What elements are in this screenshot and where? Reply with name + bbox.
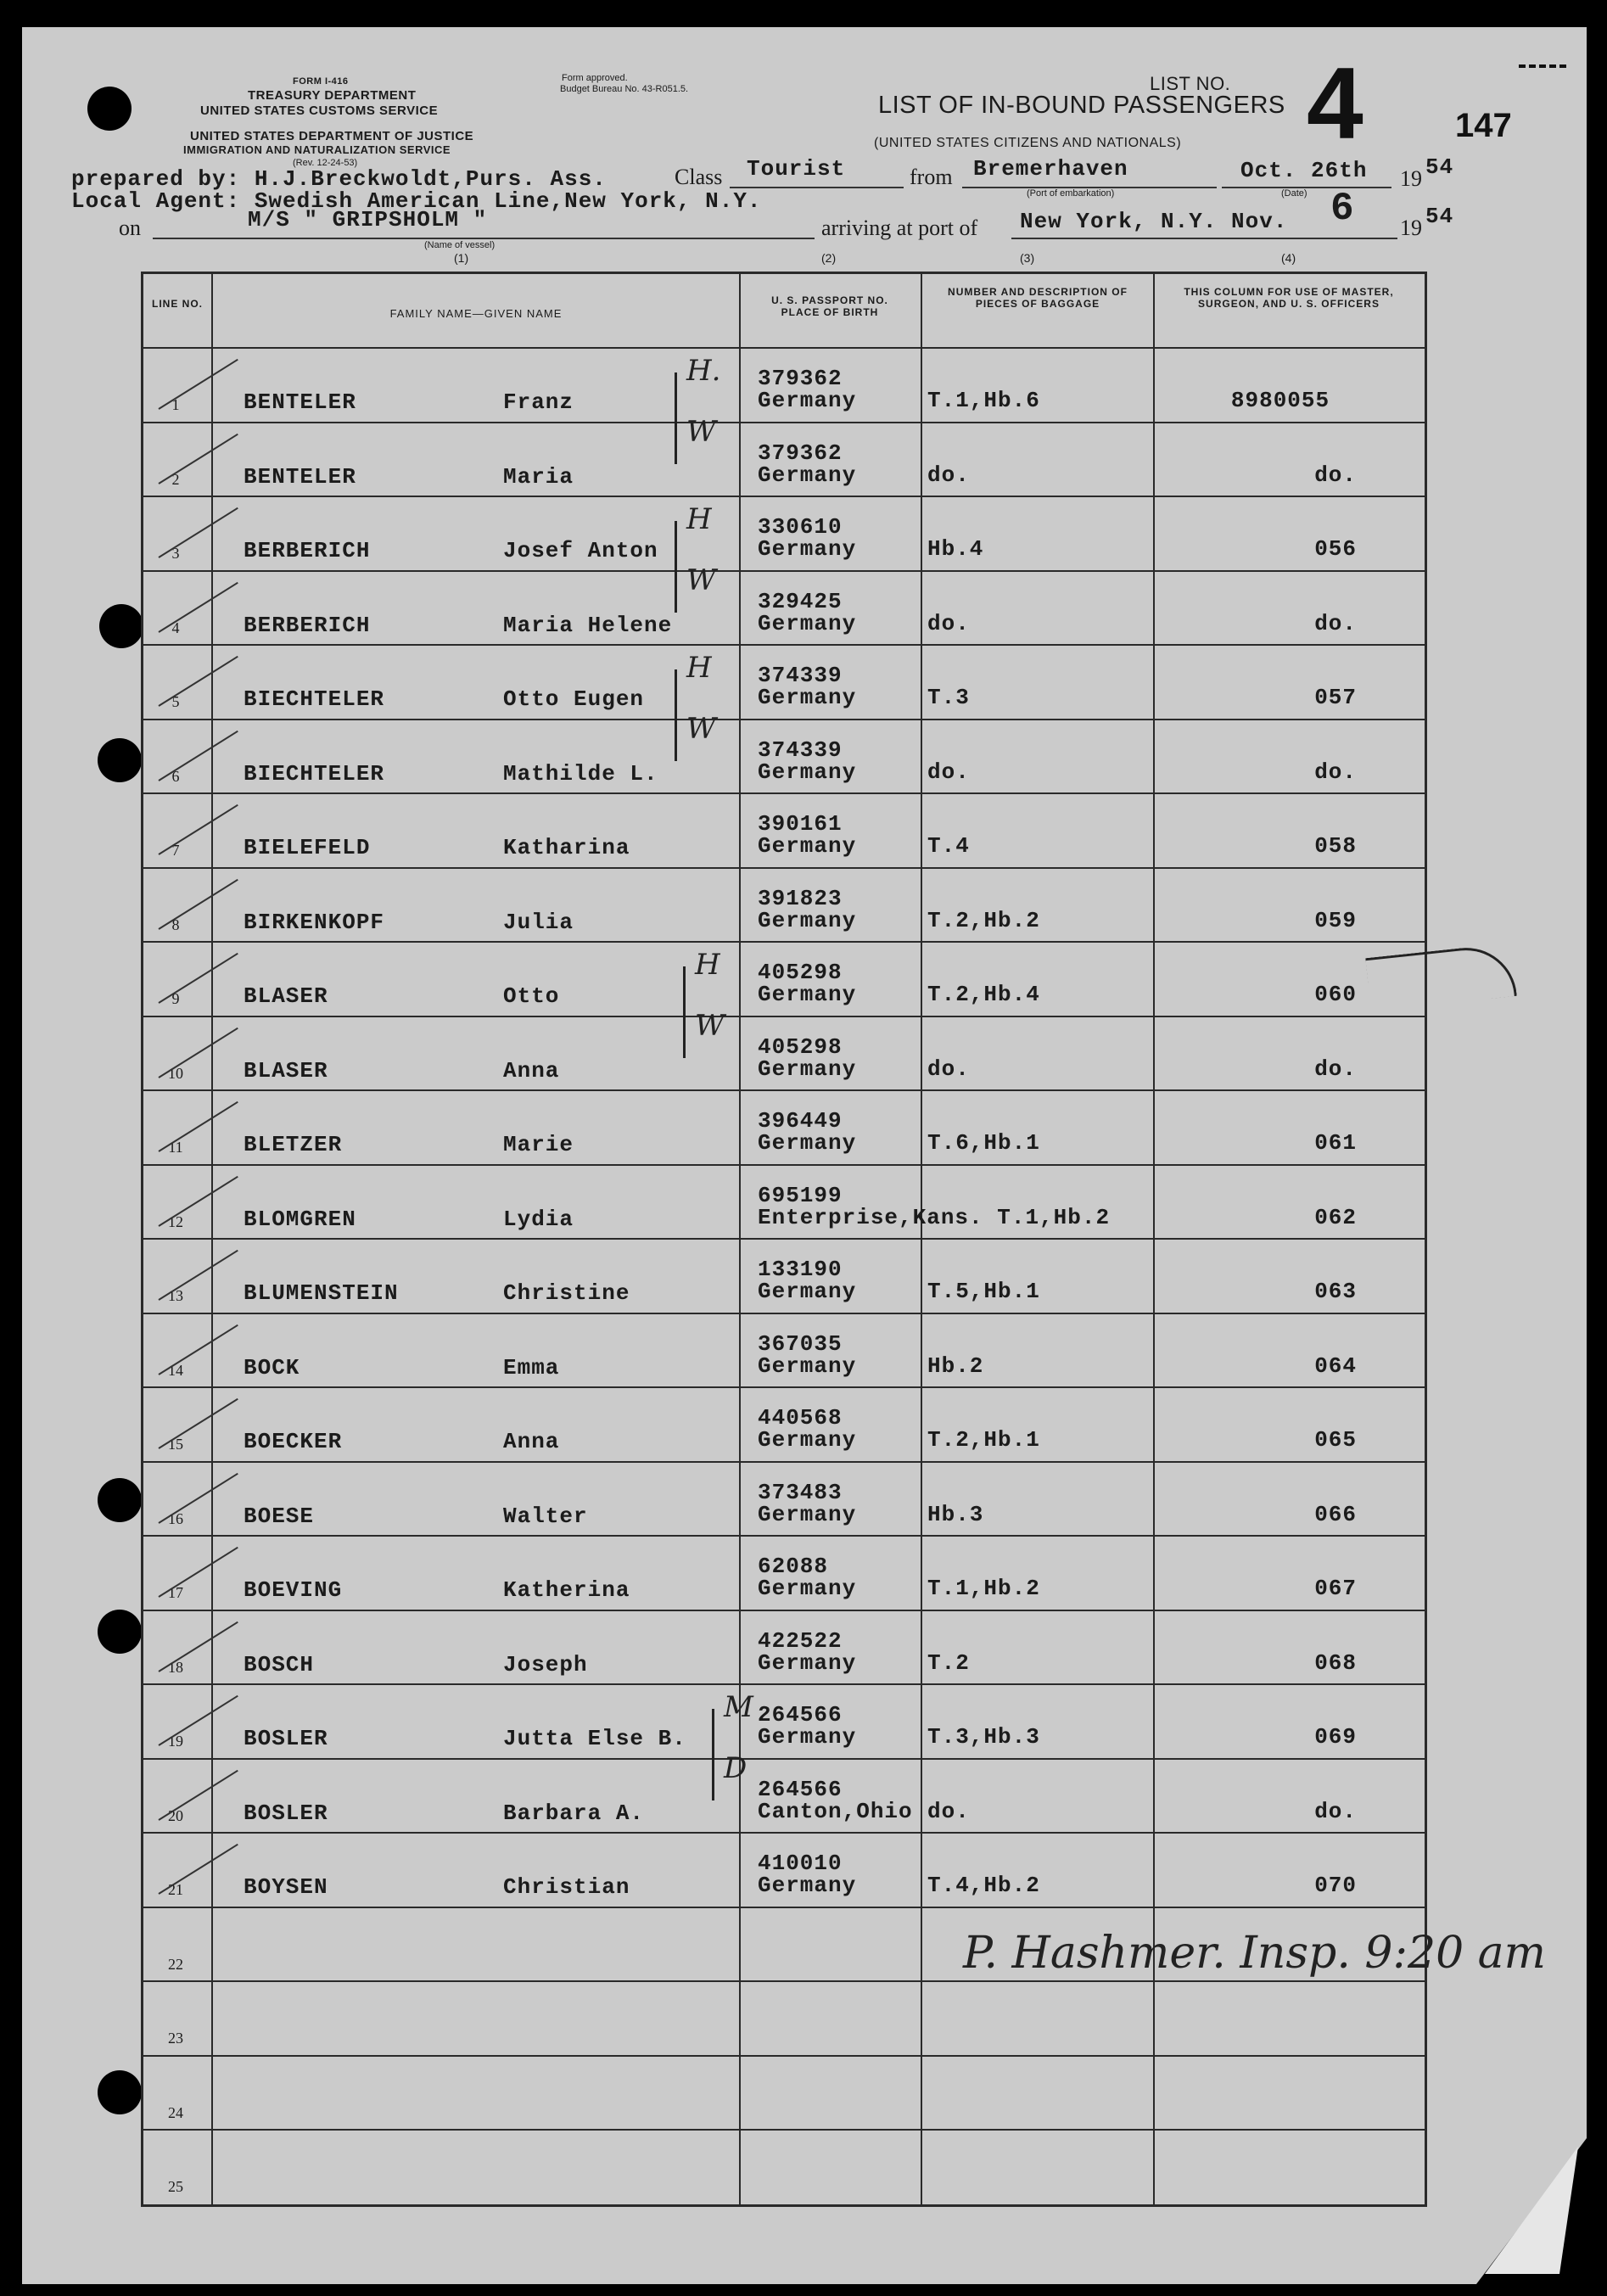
departure-date: Oct. 26th: [1240, 158, 1368, 183]
row-divider: [143, 719, 1425, 720]
bracket-mark: [675, 562, 677, 613]
relationship-mark: W: [686, 414, 716, 449]
line-number: 24: [168, 2103, 183, 2121]
baggage: do.: [927, 759, 970, 785]
given-name: Mathilde L.: [503, 760, 658, 787]
baggage: T.6,Hb.1: [927, 1130, 1040, 1156]
family-name: BLUMENSTEIN: [244, 1280, 399, 1306]
place-of-birth: Canton,Ohio: [758, 1798, 913, 1824]
inspector-note: P. Hashmer. Insp. 9:20 am: [963, 1928, 1546, 1979]
officer-entry: 067: [1314, 1576, 1357, 1601]
baggage: do.: [927, 462, 970, 488]
arriving-label: arriving at port of: [821, 216, 978, 240]
local-agent: Local Agent: Swedish American Line,New York, N.Y.: [71, 188, 762, 214]
row-divider: [143, 1683, 1425, 1685]
relationship-mark: H: [695, 948, 720, 982]
officer-entry: 063: [1314, 1279, 1357, 1304]
passport-number: 405298: [758, 960, 843, 985]
officer-entry: 060: [1314, 982, 1357, 1007]
row-divider: [143, 1238, 1425, 1240]
place-of-birth: Germany: [758, 536, 857, 562]
passport-number: 390161: [758, 811, 843, 837]
row-divider: [143, 1535, 1425, 1537]
year-1: 54: [1425, 154, 1454, 180]
passport-number: 264566: [758, 1702, 843, 1728]
baggage: T.3: [927, 685, 970, 710]
line-number: 10: [168, 1064, 183, 1082]
family-name: BOSLER: [244, 1800, 328, 1826]
place-of-birth: Germany: [758, 610, 857, 636]
given-name: Franz: [503, 389, 574, 415]
relationship-mark: D: [724, 1750, 748, 1785]
baggage: T.5,Hb.1: [927, 1279, 1040, 1304]
place-of-birth: Germany: [758, 833, 857, 859]
row-divider: [143, 1980, 1425, 1982]
relationship-mark: W: [695, 1008, 725, 1043]
place-of-birth: Germany: [758, 1649, 857, 1676]
line-number: 21: [168, 1881, 183, 1898]
year-prefix-2: 19: [1400, 216, 1422, 240]
col-num-3: (3): [1020, 251, 1035, 265]
relationship-mark: H: [686, 651, 712, 685]
from-label: from: [910, 165, 953, 189]
baggage: T.2,Hb.2: [927, 907, 1040, 933]
passport-number: 440568: [758, 1405, 843, 1431]
row-divider: [143, 644, 1425, 646]
officer-entry: 061: [1314, 1130, 1357, 1156]
given-name: Maria Helene: [503, 612, 673, 638]
row-divider: [143, 1907, 1425, 1908]
date-caption: (Date): [1281, 188, 1307, 199]
line-number: 22: [168, 1955, 183, 1973]
document-subtitle: (UNITED STATES CITIZENS AND NATIONALS): [874, 136, 1182, 150]
row-divider: [143, 2129, 1425, 2131]
line-number: 20: [168, 1806, 183, 1824]
place-of-birth: Germany: [758, 685, 857, 710]
family-name: BIRKENKOPF: [244, 909, 385, 935]
family-name: BERBERICH: [244, 612, 371, 638]
given-name: Josef Anton: [503, 538, 658, 563]
family-name: BOYSEN: [244, 1874, 328, 1900]
place-of-birth: Germany: [758, 759, 857, 785]
passport-number: 391823: [758, 885, 843, 911]
arrival-day: 6: [1330, 187, 1354, 231]
corner-mark: [1519, 64, 1566, 68]
passenger-table: [141, 272, 1427, 2207]
baggage: T.1,Hb.6: [927, 388, 1040, 413]
place-of-birth: Germany: [758, 1427, 857, 1453]
officer-entry: 058: [1314, 833, 1357, 859]
row-divider: [143, 1461, 1425, 1463]
row-divider: [143, 570, 1425, 572]
baggage: T.2: [927, 1649, 970, 1676]
vessel-caption: (Name of vessel): [424, 240, 496, 250]
given-name: Lydia: [503, 1206, 574, 1232]
place-of-birth: Germany: [758, 907, 857, 933]
line-number: 13: [168, 1287, 183, 1304]
customs-service: UNITED STATES CUSTOMS SERVICE: [200, 104, 439, 118]
budget-bureau: Budget Bureau No. 43-R051.5.: [560, 84, 689, 94]
family-name: BLASER: [244, 983, 328, 1009]
baggage: Hb.4: [927, 536, 984, 562]
class-label: Class: [675, 165, 723, 189]
bracket-mark: [675, 710, 677, 761]
year-2: 54: [1425, 204, 1454, 229]
vessel-name: M/S " GRIPSHOLM ": [248, 207, 488, 232]
given-name: Joseph: [503, 1651, 588, 1677]
list-no-label: LIST NO.: [1150, 73, 1231, 94]
officer-entry: 062: [1314, 1204, 1357, 1230]
family-name: BLOMGREN: [244, 1206, 356, 1232]
bracket-mark: [675, 413, 677, 464]
binder-hole: [87, 87, 132, 131]
given-name: Katherina: [503, 1577, 630, 1603]
from-value: Bremerhaven: [973, 156, 1128, 182]
binder-hole: [98, 738, 142, 782]
officer-entry: 064: [1314, 1352, 1357, 1379]
given-name: Barbara A.: [503, 1800, 645, 1826]
officer-entry: 8980055: [1230, 388, 1330, 413]
place-of-birth: Germany: [758, 1724, 857, 1750]
officer-entry: 069: [1314, 1724, 1357, 1750]
header-baggage: NUMBER AND DESCRIPTION OF PIECES OF BAGGAGE: [948, 286, 1128, 310]
family-name: BIECHTELER: [244, 686, 385, 712]
given-name: Walter: [503, 1503, 588, 1529]
family-name: BOCK: [244, 1354, 300, 1380]
row-divider: [143, 792, 1425, 794]
officer-entry: 059: [1314, 907, 1357, 933]
line-number: 3: [171, 545, 180, 562]
line-number: 9: [171, 990, 180, 1007]
vessel-underline: [153, 238, 815, 239]
line-number: 15: [168, 1436, 183, 1453]
passport-number: 367035: [758, 1330, 843, 1357]
line-number: 18: [168, 1658, 183, 1676]
row-divider: [143, 1089, 1425, 1091]
family-name: BOECKER: [244, 1429, 343, 1454]
row-divider: [143, 347, 1425, 349]
place-of-birth: Germany: [758, 982, 857, 1007]
passport-number: 374339: [758, 663, 843, 688]
passport-number: 405298: [758, 1033, 843, 1060]
passport-number: 379362: [758, 366, 843, 391]
bracket-mark: [683, 1007, 686, 1058]
passport-number: 330610: [758, 514, 843, 540]
baggage: Hb.2: [927, 1352, 984, 1379]
baggage: do.: [927, 610, 970, 636]
header-officers: THIS COLUMN FOR USE OF MASTER, SURGEON, AND U. S. OFFICERS: [1184, 286, 1394, 310]
baggage: T.3,Hb.3: [927, 1724, 1040, 1750]
row-divider: [143, 1016, 1425, 1017]
given-name: Emma: [503, 1354, 560, 1380]
form-number: FORM I-416: [293, 76, 349, 87]
port-caption: (Port of embarkation): [1027, 188, 1115, 199]
bracket-mark: [712, 1750, 714, 1800]
year-prefix-1: 19: [1400, 166, 1422, 191]
row-divider: [143, 1832, 1425, 1834]
line-number: 25: [168, 2178, 183, 2195]
place-of-birth: Enterprise,Kans. T.1,Hb.2: [758, 1204, 1111, 1230]
baggage: T.4: [927, 833, 970, 859]
ins-service: IMMIGRATION AND NATURALIZATION SERVICE: [183, 143, 451, 156]
officer-entry: do.: [1314, 1056, 1357, 1082]
header-passport: U. S. PASSPORT NO. PLACE OF BIRTH: [771, 294, 888, 318]
officer-entry: 070: [1314, 1873, 1357, 1898]
passport-number: 373483: [758, 1479, 843, 1505]
line-number: 6: [171, 767, 180, 785]
passport-number: 422522: [758, 1627, 843, 1654]
row-divider: [143, 422, 1425, 423]
line-number: 4: [171, 619, 180, 636]
officer-entry: 056: [1314, 536, 1357, 562]
place-of-birth: Germany: [758, 1352, 857, 1379]
page-number: 147: [1455, 107, 1512, 144]
line-number: 12: [168, 1212, 183, 1230]
family-name: BOESE: [244, 1503, 315, 1529]
family-name: BIELEFELD: [244, 835, 371, 860]
given-name: Jutta Else B.: [503, 1726, 686, 1751]
baggage: do.: [927, 1056, 970, 1082]
officer-entry: do.: [1314, 759, 1357, 785]
binder-hole: [98, 2070, 142, 2114]
binder-hole: [99, 604, 143, 648]
passport-number: 133190: [758, 1257, 843, 1282]
place-of-birth: Germany: [758, 1501, 857, 1527]
row-divider: [143, 867, 1425, 869]
relationship-mark: H: [686, 502, 712, 536]
place-of-birth: Germany: [758, 1130, 857, 1156]
row-divider: [143, 496, 1425, 497]
form-approved: Form approved.: [562, 73, 628, 83]
line-number: 17: [168, 1584, 183, 1601]
family-name: BERBERICH: [244, 538, 371, 563]
family-name: BLASER: [244, 1057, 328, 1084]
given-name: Anna: [503, 1429, 560, 1454]
place-of-birth: Germany: [758, 462, 857, 488]
line-number: 1: [171, 396, 180, 413]
baggage: T.4,Hb.2: [927, 1873, 1040, 1898]
passport-number: 264566: [758, 1776, 843, 1802]
passport-number: 410010: [758, 1851, 843, 1876]
family-name: BOEVING: [244, 1577, 343, 1603]
line-number: 5: [171, 693, 180, 710]
given-name: Anna: [503, 1057, 560, 1084]
class-value: Tourist: [747, 156, 846, 182]
arrival-port: New York, N.Y. Nov.: [1020, 209, 1288, 234]
given-name: Otto Eugen: [503, 686, 645, 712]
line-number: 11: [168, 1139, 183, 1156]
col-num-1: (1): [454, 251, 469, 265]
row-divider: [143, 1164, 1425, 1166]
line-number: 19: [168, 1733, 183, 1750]
given-name: Christine: [503, 1280, 630, 1306]
line-number: 7: [171, 842, 180, 859]
family-name: BOSCH: [244, 1651, 315, 1677]
class-underline: [730, 187, 904, 188]
row-divider: [143, 1313, 1425, 1314]
header-line-no: LINE NO.: [151, 298, 203, 310]
baggage: T.1,Hb.2: [927, 1576, 1040, 1601]
treasury-dept: TREASURY DEPARTMENT: [248, 88, 417, 103]
line-number: 16: [168, 1509, 183, 1527]
given-name: Julia: [503, 909, 574, 935]
row-divider: [143, 1610, 1425, 1611]
relationship-mark: M: [724, 1690, 753, 1724]
form-revision: (Rev. 12-24-53): [293, 158, 358, 168]
baggage: do.: [927, 1798, 970, 1824]
passport-number: 374339: [758, 736, 843, 763]
arrival-underline: [1011, 238, 1397, 239]
relationship-mark: W: [686, 563, 716, 597]
binder-hole: [98, 1478, 142, 1522]
row-divider: [143, 1758, 1425, 1760]
officer-entry: 065: [1314, 1427, 1357, 1453]
officer-entry: do.: [1314, 1798, 1357, 1824]
given-name: Maria: [503, 463, 574, 490]
baggage: Hb.3: [927, 1501, 984, 1527]
place-of-birth: Germany: [758, 388, 857, 413]
officer-entry: 057: [1314, 685, 1357, 710]
officer-entry: 066: [1314, 1501, 1357, 1527]
place-of-birth: Germany: [758, 1056, 857, 1082]
on-label: on: [119, 216, 141, 240]
binder-hole: [98, 1610, 142, 1654]
row-divider: [143, 2055, 1425, 2057]
baggage: T.2,Hb.4: [927, 982, 1040, 1007]
officer-entry: do.: [1314, 462, 1357, 488]
col-num-4: (4): [1281, 251, 1296, 265]
baggage: T.2,Hb.1: [927, 1427, 1040, 1453]
family-name: BIECHTELER: [244, 760, 385, 787]
given-name: Otto: [503, 983, 560, 1009]
justice-dept: UNITED STATES DEPARTMENT OF JUSTICE: [190, 129, 474, 143]
relationship-mark: W: [686, 711, 716, 746]
place-of-birth: Germany: [758, 1873, 857, 1898]
given-name: Christian: [503, 1874, 630, 1900]
line-number: 2: [171, 470, 180, 488]
line-number: 23: [168, 2030, 183, 2047]
family-name: BOSLER: [244, 1726, 328, 1751]
given-name: Katharina: [503, 835, 630, 860]
family-name: BENTELER: [244, 463, 356, 490]
officer-entry: 068: [1314, 1649, 1357, 1676]
family-name: BLETZER: [244, 1132, 343, 1157]
row-divider: [143, 1386, 1425, 1388]
document-title: LIST OF IN-BOUND PASSENGERS: [878, 92, 1285, 119]
place-of-birth: Germany: [758, 1279, 857, 1304]
passport-number: 379362: [758, 440, 843, 466]
list-number: 4: [1307, 47, 1363, 160]
row-divider: [143, 941, 1425, 943]
line-number: 14: [168, 1361, 183, 1379]
col-num-2: (2): [821, 251, 837, 265]
officer-entry: do.: [1314, 610, 1357, 636]
passport-number: 396449: [758, 1108, 843, 1134]
given-name: Marie: [503, 1132, 574, 1157]
passport-number: 695199: [758, 1182, 843, 1208]
prepared-by: prepared by: H.J.Breckwoldt,Purs. Ass.: [71, 166, 607, 192]
passport-number: 62088: [758, 1554, 829, 1579]
passport-number: 329425: [758, 588, 843, 614]
place-of-birth: Germany: [758, 1576, 857, 1601]
relationship-mark: H.: [686, 354, 721, 388]
family-name: BENTELER: [244, 389, 356, 415]
line-number: 8: [171, 916, 180, 933]
header-name: FAMILY NAME—GIVEN NAME: [389, 307, 563, 320]
